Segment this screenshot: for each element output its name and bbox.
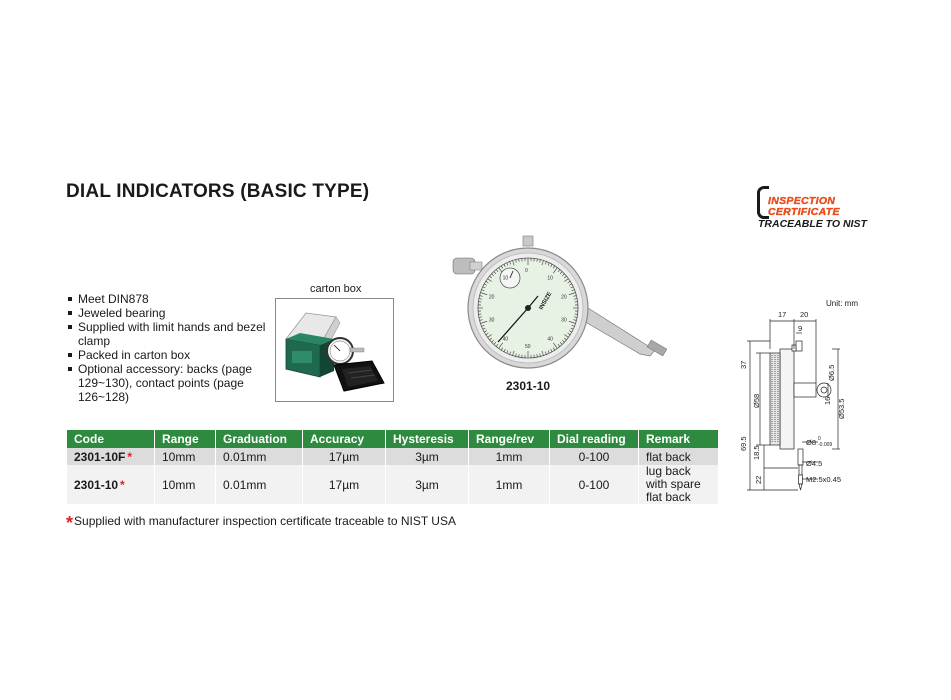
column-header: Range/rev [469,430,550,448]
hysteresis-cell: 3µm [386,448,469,465]
dial-number: 30 [561,317,567,324]
feature-item: Optional accessory: backs (page 129~130), contact points (page 126~128) [66,362,268,404]
carton-box-label: carton box [310,283,362,295]
dim-16: 16 [823,396,832,405]
page-title: DIAL INDICATORS (BASIC TYPE) [66,181,370,202]
carton-box-illustration [276,299,393,401]
certificate-line-2: CERTIFICATE [768,206,840,218]
dim-8: Ø8 [806,438,817,447]
table-row [67,448,719,465]
dim-37: 37 [739,360,748,369]
dim-22: 22 [754,475,763,484]
dial-indicator-image [450,236,675,376]
dim-53-5: Ø53.5 [837,398,846,419]
dial-number: 20 [561,294,567,301]
dial-number: 20 [488,294,495,301]
remark-cell: flat back [639,448,719,465]
certificate-line-1: INSPECTION [768,195,836,207]
graduation-cell: 0.01mm [216,465,303,504]
dial-number: 40 [502,336,509,343]
table-row [67,465,719,504]
column-header: Accuracy [303,430,386,448]
range-cell: 10mm [155,465,216,504]
dial-number: 10 [547,275,553,282]
range-cell: 10mm [155,448,216,465]
nist-star: * [120,477,125,492]
footnote-star: * [66,513,74,533]
column-header: Graduation [216,430,303,448]
table-header-row [67,430,719,448]
dial-number: 40 [547,336,553,343]
model-caption: 2301-10 [506,379,551,393]
column-header: Remark [639,430,719,448]
column-header: Dial reading [550,430,639,448]
code-cell [67,448,155,465]
accuracy-cell: 17µm [303,465,386,504]
dial-number: 50 [525,344,531,350]
carton-box-image [275,298,394,402]
column-header: Range [155,430,216,448]
column-header: Code [67,430,155,448]
footnote-text: Supplied with manufacturer inspection certificate traceable to NIST USA [74,514,456,528]
dim-17: 17 [778,310,787,319]
accuracy-cell: 17µm [303,448,386,465]
dial-number: 10 [502,275,509,282]
dim-9: 9 [798,324,803,333]
dial-number: 0 [525,268,528,274]
range-rev-cell: 1mm [469,465,550,504]
column-header: Hysteresis [386,430,469,448]
dim-8-tol-top: 0 [818,436,821,442]
dim-20: 20 [800,310,809,319]
unit-label: Unit: mm [826,299,858,308]
dim-58: Ø58 [752,393,761,408]
code-text: 2301-10 [74,477,119,492]
dim-4-5: Ø4.5 [806,459,823,468]
dial-reading-cell: 0-100 [550,465,639,504]
graduation-cell: 0.01mm [216,448,303,465]
dial-reading-cell: 0-100 [550,448,639,465]
certificate-line-3: TRACEABLE TO NIST [758,218,867,230]
inspection-certificate-badge [757,184,877,234]
hysteresis-cell: 3µm [386,465,469,504]
dim-8-tol-bottom: -0.009 [818,442,833,448]
code-cell [67,465,155,504]
dim-69-5: 69.5 [739,436,748,451]
dial-number: 30 [488,317,495,324]
technical-drawing [739,305,872,500]
feature-item: Jeweled bearing [66,306,268,320]
feature-list [66,292,268,404]
feature-item: Meet DIN878 [66,292,268,306]
dim-thread: M2.5x0.45 [806,475,842,484]
dim-18-5: 18.5 [752,445,761,460]
nist-star: * [127,449,133,464]
footnote [66,513,456,534]
range-rev-cell: 1mm [469,448,550,465]
dim-6-5: Ø6.5 [827,364,836,381]
dial-brand-text: INSIZE [538,291,554,311]
spec-table [67,430,719,504]
code-text: 2301-10F [74,449,126,464]
remark-cell: lug back with spare flat back [639,465,719,504]
feature-item: Packed in carton box [66,348,268,362]
feature-item: Supplied with limit hands and bezel clamp [66,320,268,348]
